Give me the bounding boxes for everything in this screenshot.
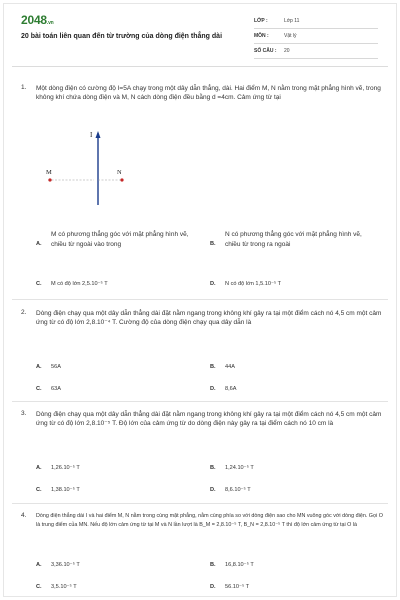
answer-label: B. <box>210 364 216 370</box>
answer-label: A. <box>36 562 42 568</box>
answer-text: 8,6A <box>225 386 237 392</box>
answer-option[interactable] <box>210 385 375 393</box>
answer-label: B. <box>210 562 216 568</box>
answer-option[interactable] <box>210 561 375 569</box>
question-2 <box>21 309 383 327</box>
question-1 <box>21 84 383 102</box>
answer-option[interactable] <box>210 363 375 371</box>
answer-label: C. <box>36 281 42 287</box>
answer-text: 1,24.10⁻⁵ T <box>225 465 254 471</box>
question-number: 4. <box>21 512 27 519</box>
label-m: M <box>46 169 52 176</box>
answer-label: C. <box>36 487 42 493</box>
answer-label: D. <box>210 281 216 287</box>
answer-option[interactable] <box>210 583 375 591</box>
question-divider <box>12 503 388 504</box>
label-current: I <box>90 131 93 139</box>
answer-label: A. <box>36 465 42 471</box>
answer-text: 63A <box>51 386 61 392</box>
answer-text: 56.10⁻⁵ T <box>225 584 250 590</box>
meta-row-class <box>254 14 378 29</box>
answer-text: 3,36.10⁻⁵ T <box>51 562 80 568</box>
meta-row-subject <box>254 29 378 44</box>
answer-option[interactable] <box>36 230 201 249</box>
answer-text: 1,38.10⁻⁵ T <box>51 487 80 493</box>
answer-label: A. <box>36 241 42 247</box>
answer-option[interactable] <box>36 385 201 393</box>
meta-key: MÔN : <box>254 33 269 39</box>
answer-text: 44A <box>225 364 235 370</box>
question-number: 2. <box>21 309 27 316</box>
answer-text: M có độ lớn 2,5.10⁻⁵ T <box>51 281 108 287</box>
meta-key: LỚP : <box>254 18 268 24</box>
answer-option[interactable] <box>210 230 375 249</box>
point-m <box>48 178 51 181</box>
meta-table <box>254 14 378 59</box>
question-text: Dòng điện thẳng dài I và hai điểm M, N nằm trong cùng mặt phẳng, nằm cùng phía so với dòng điện sao cho MN vuông góc với dòng điện. Gọi O là trung điểm của MN. Nếu độ lớn cảm ứng từ tại M và N lần lượt là B_M = 2,8.10⁻⁵ T, B_N = 2,8.10⁻⁵ T thì độ lớn cảm ứng từ tại O là <box>36 513 383 528</box>
answer-option[interactable] <box>36 464 201 472</box>
answer-option[interactable] <box>36 561 201 569</box>
answer-label: D. <box>210 487 216 493</box>
document-title: 20 bài toán liên quan đến từ trường của dòng điện thẳng dài <box>21 33 223 40</box>
answer-label: D. <box>210 386 216 392</box>
question-text: Dòng điện chạy qua một dây dẫn thẳng dài đặt nằm ngang trong không khí gây ra tại một điểm cách nó 4,5 cm một cảm ứng từ có độ lớn 2,8.10⁻⁵ T. Độ lớn của cảm ứng từ do dòng điện này gây ra tại điểm cách nó 10 cm là <box>36 411 382 427</box>
answer-text: 8,6.10⁻⁵ T <box>225 487 251 493</box>
question-text: Dòng điện chạy qua một dây dẫn thẳng dài đặt nằm ngang trong không khí gây ra tại một điểm cách nó 4,5 cm một cảm ứng từ có độ lớn 2,8.10⁻⁴ T. Cường độ của dòng điện chạy qua dây dẫn là <box>36 310 382 326</box>
answer-text: N có độ lớn 1,5.10⁻⁵ T <box>225 281 282 287</box>
answer-option[interactable] <box>36 486 201 494</box>
site-logo[interactable] <box>21 13 54 27</box>
meta-value: Vật lý <box>284 33 297 39</box>
answer-option[interactable] <box>210 464 375 472</box>
meta-row-count <box>254 44 378 59</box>
meta-key: SỐ CÂU : <box>254 48 277 54</box>
logo-main: 2048 <box>21 13 47 27</box>
answer-label: C. <box>36 584 42 590</box>
question-divider <box>12 401 388 402</box>
answer-text: 1,26.10⁻⁵ T <box>51 465 80 471</box>
question-text: Một dòng điện có cường độ I=5A chạy trong một dây dẫn thẳng, dài. Hai điểm M, N nằm trong mặt phẳng hình vẽ, trong không khí chứa dòng điện và M, N cách dòng điện đều bằng d =4cm. Cảm ứng từ tại <box>36 85 381 101</box>
label-n: N <box>117 169 122 176</box>
question-divider <box>12 299 388 300</box>
answer-label: B. <box>210 241 216 247</box>
answer-label: B. <box>210 465 216 471</box>
answer-option[interactable] <box>210 486 375 494</box>
meta-value: 20 <box>284 48 290 54</box>
answer-label: C. <box>36 386 42 392</box>
answer-text: M có phương thẳng góc với mặt phẳng hình vẽ, chiều từ ngoài vào trong <box>51 231 189 248</box>
question-3 <box>21 410 383 428</box>
wire-figure <box>40 125 130 210</box>
answer-option[interactable] <box>36 363 201 371</box>
question-number: 1. <box>21 84 27 91</box>
answer-text: 16,8.10⁻⁵ T <box>225 562 254 568</box>
answer-option[interactable] <box>36 280 201 288</box>
question-4 <box>21 512 383 529</box>
question-number: 3. <box>21 410 27 417</box>
meta-value: Lớp 11 <box>284 18 300 24</box>
answer-text: 3,5.10⁻⁵ T <box>51 584 77 590</box>
current-arrow-icon <box>96 131 101 138</box>
answer-option[interactable] <box>36 583 201 591</box>
header-divider <box>12 66 388 67</box>
answer-text: N có phương thẳng góc với mặt phẳng hình vẽ, chiều từ trong ra ngoài <box>225 231 362 248</box>
point-n <box>120 178 123 181</box>
answer-option[interactable] <box>210 280 375 288</box>
answer-label: D. <box>210 584 216 590</box>
answer-text: 56A <box>51 364 61 370</box>
answer-label: A. <box>36 364 42 370</box>
logo-suffix: .vn <box>46 20 54 26</box>
